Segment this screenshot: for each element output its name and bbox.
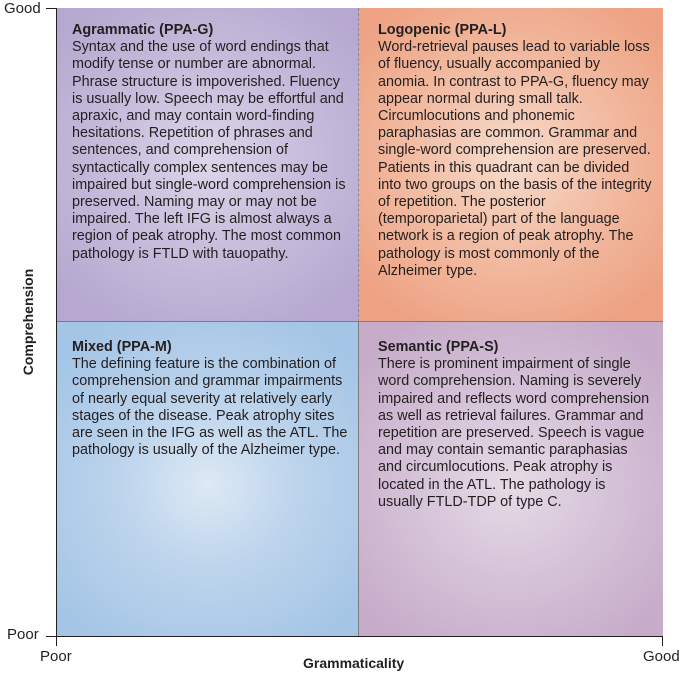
quadrant-mixed xyxy=(57,322,359,636)
quadrant-semantic-body: There is prominent impairment of single word comprehension. Naming is severely impaired and reflects word comprehension as well as retrieval failures. Grammar and repetition are preserved. Speech is vague and may contain semantic paraphasias and circumlocutions. Peak atrophy is located in the ATL. The pathology is usually FTLD-TDP of type C. xyxy=(378,356,650,510)
quadrant-divider-vertical-top xyxy=(358,8,359,322)
y-axis-bottom-label: Poor xyxy=(7,626,39,643)
quadrant-semantic xyxy=(359,322,663,636)
quadrant-divider-vertical-bottom xyxy=(358,322,359,636)
x-axis-title: Grammaticality xyxy=(303,655,405,671)
quadrant-agrammatic-title: Agrammatic (PPA-G) xyxy=(72,22,214,38)
quadrant-divider-horizontal xyxy=(57,321,663,322)
y-axis-top-tick xyxy=(46,8,57,9)
quadrant-semantic-text xyxy=(378,339,653,511)
x-axis-right-label: Good xyxy=(643,648,680,665)
quadrant-mixed-text xyxy=(72,339,349,459)
quadrant-agrammatic-body: Syntax and the use of word endings that modify tense or number are abnormal. Phrase structure is impoverished. Fluency is usually low. Speech may be effortful and apraxic, and may contain word-finding hesitations. Repetition of phrases and sentences, and comprehension of syntactically complex sentences may be impaired but single-word comprehension is preserved. Naming may or may not be impaired. The left IFG is almost always a region of peak atrophy. The most common pathology is FTLD with tauopathy. xyxy=(72,39,346,262)
quadrant-logopenic-body: Word-retrieval pauses lead to variable loss of fluency, usually accompanied by anomia. In contrast to PPA-G, fluency may appear normal during small talk. Circumlocutions and phonemic paraphasias are common. Grammar and single-word comprehension are preserved. Patients in this quadrant can be divided into two groups on the basis of the integrity of repetition. The posterior (temporoparietal) part of the language network is a region of peak atrophy. The pathology is most commonly of the Alzheimer type. xyxy=(378,39,652,279)
x-axis-left-tick xyxy=(56,636,57,646)
quadrant-agrammatic xyxy=(57,8,359,322)
quadrant-logopenic-title: Logopenic (PPA-L) xyxy=(378,22,507,38)
y-axis-top-label: Good xyxy=(4,0,41,17)
y-axis-title: Comprehension xyxy=(20,268,36,376)
quadrant-agrammatic-text xyxy=(72,22,349,263)
quadrant-semantic-title: Semantic (PPA-S) xyxy=(378,339,499,355)
quadrant-mixed-title: Mixed (PPA-M) xyxy=(72,339,172,355)
x-axis-line xyxy=(56,636,663,637)
quadrant-mixed-body: The defining feature is the combination of comprehension and grammar impairments of nearly equal severity at relatively early stages of the disease. Peak atrophy sites are seen in the IFG as well as the ATL. The pathology is usually of the Alzheimer type. xyxy=(72,356,348,459)
quadrant-logopenic xyxy=(359,8,663,322)
x-axis-left-label: Poor xyxy=(40,648,72,665)
x-axis-right-tick xyxy=(662,636,663,646)
quadrant-logopenic-text xyxy=(378,22,653,280)
